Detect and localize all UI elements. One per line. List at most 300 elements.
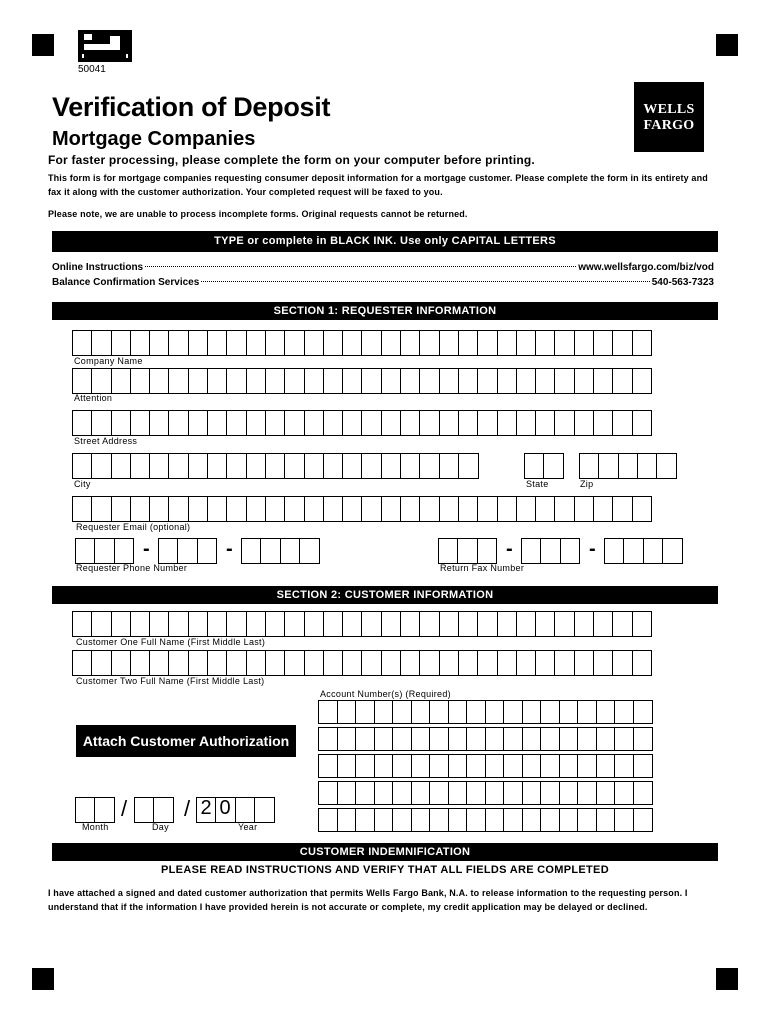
char-box[interactable]	[72, 410, 93, 436]
char-box[interactable]	[598, 453, 619, 479]
char-box[interactable]	[448, 781, 468, 805]
online-instructions-link[interactable]: www.wellsfargo.com/biz/vod	[578, 262, 714, 273]
char-box[interactable]	[522, 700, 542, 724]
char-box[interactable]	[284, 453, 305, 479]
char-box[interactable]	[72, 330, 93, 356]
char-box[interactable]	[632, 650, 653, 676]
char-box[interactable]	[323, 496, 344, 522]
account-number-field-5[interactable]	[318, 808, 651, 834]
char-box[interactable]	[477, 368, 498, 394]
char-box[interactable]	[265, 330, 286, 356]
char-box[interactable]	[153, 797, 174, 823]
char-box[interactable]	[477, 538, 498, 564]
char-box[interactable]	[439, 650, 460, 676]
char-box[interactable]	[656, 453, 677, 479]
requester-phone-prefix[interactable]	[158, 538, 216, 564]
char-box[interactable]	[540, 781, 560, 805]
char-box[interactable]	[323, 410, 344, 436]
char-box[interactable]	[246, 368, 267, 394]
char-box[interactable]	[559, 727, 579, 751]
char-box[interactable]	[419, 453, 440, 479]
char-box[interactable]	[400, 611, 421, 637]
char-box[interactable]	[411, 754, 431, 778]
char-box[interactable]	[662, 538, 683, 564]
char-box[interactable]	[612, 330, 633, 356]
char-box[interactable]	[168, 496, 189, 522]
char-box[interactable]	[284, 496, 305, 522]
char-box[interactable]	[149, 453, 170, 479]
account-number-field-2[interactable]	[318, 727, 651, 753]
char-box[interactable]	[400, 330, 421, 356]
char-box[interactable]	[593, 496, 614, 522]
char-box[interactable]	[130, 368, 151, 394]
char-box[interactable]	[188, 496, 209, 522]
char-box[interactable]	[411, 808, 431, 832]
char-box[interactable]	[614, 808, 634, 832]
char-box[interactable]	[318, 808, 338, 832]
char-box[interactable]	[265, 368, 286, 394]
char-box[interactable]	[458, 453, 479, 479]
char-box[interactable]	[612, 611, 633, 637]
char-box[interactable]	[596, 808, 616, 832]
char-box[interactable]	[458, 496, 479, 522]
char-box[interactable]	[540, 754, 560, 778]
char-box[interactable]	[149, 611, 170, 637]
char-box[interactable]	[226, 410, 247, 436]
char-box[interactable]	[304, 410, 325, 436]
char-box[interactable]	[633, 781, 653, 805]
char-box[interactable]	[168, 410, 189, 436]
char-box[interactable]	[355, 727, 375, 751]
char-box[interactable]	[111, 650, 132, 676]
char-box[interactable]	[111, 453, 132, 479]
char-box[interactable]	[207, 453, 228, 479]
char-box[interactable]	[188, 330, 209, 356]
char-box[interactable]	[439, 410, 460, 436]
char-box[interactable]	[485, 808, 505, 832]
char-box[interactable]	[503, 808, 523, 832]
char-box[interactable]	[574, 650, 595, 676]
char-box[interactable]	[540, 808, 560, 832]
char-box[interactable]	[284, 330, 305, 356]
char-box[interactable]	[612, 410, 633, 436]
char-box[interactable]	[593, 410, 614, 436]
char-box[interactable]	[477, 611, 498, 637]
char-box[interactable]	[226, 496, 247, 522]
char-box[interactable]	[439, 330, 460, 356]
char-box[interactable]	[130, 650, 151, 676]
char-box[interactable]	[246, 330, 267, 356]
char-box[interactable]	[554, 496, 575, 522]
char-box[interactable]	[439, 611, 460, 637]
char-box[interactable]	[466, 781, 486, 805]
char-box[interactable]	[91, 368, 112, 394]
char-box[interactable]	[458, 410, 479, 436]
char-box[interactable]	[284, 368, 305, 394]
char-box[interactable]	[535, 410, 556, 436]
attention-field[interactable]	[72, 368, 651, 394]
char-box[interactable]	[429, 727, 449, 751]
char-box[interactable]	[149, 368, 170, 394]
char-box[interactable]	[400, 453, 421, 479]
char-box[interactable]	[485, 700, 505, 724]
char-box[interactable]	[577, 754, 597, 778]
char-box[interactable]	[91, 650, 112, 676]
return-fax-prefix[interactable]	[521, 538, 579, 564]
char-box[interactable]	[130, 496, 151, 522]
char-box[interactable]	[134, 797, 155, 823]
char-box[interactable]	[429, 754, 449, 778]
char-box[interactable]	[614, 727, 634, 751]
char-box[interactable]	[374, 781, 394, 805]
char-box[interactable]	[438, 538, 459, 564]
char-box[interactable]	[485, 727, 505, 751]
char-box[interactable]	[246, 611, 267, 637]
char-box[interactable]	[623, 538, 644, 564]
char-box[interactable]	[355, 781, 375, 805]
char-box[interactable]	[342, 368, 363, 394]
char-box[interactable]	[448, 727, 468, 751]
char-box[interactable]	[614, 754, 634, 778]
char-box[interactable]	[149, 650, 170, 676]
char-box[interactable]	[596, 700, 616, 724]
char-box[interactable]	[342, 330, 363, 356]
char-box[interactable]	[361, 330, 382, 356]
char-box[interactable]	[72, 496, 93, 522]
char-box[interactable]	[246, 650, 267, 676]
char-box[interactable]	[304, 368, 325, 394]
char-box[interactable]	[168, 330, 189, 356]
char-box[interactable]	[535, 611, 556, 637]
char-box[interactable]	[448, 808, 468, 832]
char-box[interactable]	[521, 538, 542, 564]
char-box[interactable]	[392, 754, 412, 778]
char-box[interactable]	[574, 368, 595, 394]
char-box[interactable]	[188, 368, 209, 394]
char-box[interactable]	[612, 496, 633, 522]
char-box[interactable]	[91, 496, 112, 522]
char-box[interactable]	[72, 368, 93, 394]
char-box[interactable]	[361, 368, 382, 394]
char-box[interactable]	[632, 330, 653, 356]
char-box[interactable]	[400, 650, 421, 676]
char-box[interactable]	[226, 453, 247, 479]
char-box[interactable]	[554, 611, 575, 637]
char-box[interactable]	[342, 410, 363, 436]
char-box[interactable]	[559, 700, 579, 724]
char-box[interactable]	[130, 410, 151, 436]
char-box[interactable]	[554, 368, 575, 394]
char-box[interactable]	[429, 808, 449, 832]
char-box[interactable]	[593, 650, 614, 676]
char-box[interactable]	[158, 538, 179, 564]
char-box[interactable]	[374, 754, 394, 778]
char-box[interactable]	[284, 611, 305, 637]
char-box[interactable]	[149, 496, 170, 522]
char-box[interactable]	[439, 496, 460, 522]
char-box[interactable]	[284, 650, 305, 676]
char-box[interactable]	[188, 650, 209, 676]
char-box[interactable]	[632, 611, 653, 637]
char-box[interactable]	[361, 650, 382, 676]
char-box[interactable]	[503, 754, 523, 778]
return-fax-area-code[interactable]	[438, 538, 496, 564]
char-box[interactable]	[265, 453, 286, 479]
char-box[interactable]	[419, 410, 440, 436]
char-box[interactable]	[419, 496, 440, 522]
char-box[interactable]	[168, 368, 189, 394]
char-box[interactable]	[94, 797, 115, 823]
char-box[interactable]	[342, 611, 363, 637]
char-box[interactable]	[361, 611, 382, 637]
char-box[interactable]	[130, 330, 151, 356]
char-box[interactable]	[280, 538, 301, 564]
char-box[interactable]	[522, 754, 542, 778]
char-box[interactable]	[114, 538, 135, 564]
char-box[interactable]	[497, 611, 518, 637]
char-box[interactable]	[419, 330, 440, 356]
char-box[interactable]	[633, 808, 653, 832]
char-box[interactable]	[381, 650, 402, 676]
char-box[interactable]	[111, 410, 132, 436]
char-box[interactable]	[524, 453, 545, 479]
char-box[interactable]	[188, 453, 209, 479]
zip-field[interactable]	[579, 453, 675, 479]
char-box[interactable]	[497, 496, 518, 522]
char-box[interactable]	[554, 650, 575, 676]
char-box[interactable]	[559, 754, 579, 778]
char-box[interactable]	[207, 611, 228, 637]
char-box[interactable]	[419, 611, 440, 637]
street-address-field[interactable]	[72, 410, 651, 436]
char-box[interactable]	[168, 611, 189, 637]
char-box[interactable]	[323, 611, 344, 637]
char-box[interactable]	[516, 368, 537, 394]
char-box[interactable]	[342, 650, 363, 676]
char-box[interactable]	[392, 808, 412, 832]
char-box[interactable]	[516, 496, 537, 522]
char-box[interactable]	[246, 453, 267, 479]
account-number-field-1[interactable]	[318, 700, 651, 726]
char-box[interactable]	[411, 727, 431, 751]
char-box[interactable]	[355, 808, 375, 832]
char-box[interactable]	[355, 700, 375, 724]
city-field[interactable]	[72, 453, 477, 479]
char-box[interactable]	[149, 410, 170, 436]
char-box[interactable]	[318, 727, 338, 751]
char-box[interactable]	[516, 410, 537, 436]
company-name-field[interactable]	[72, 330, 651, 356]
requester-email-field[interactable]	[72, 496, 651, 522]
char-box[interactable]	[579, 453, 600, 479]
char-box[interactable]	[72, 453, 93, 479]
char-box[interactable]	[400, 368, 421, 394]
char-box[interactable]	[458, 650, 479, 676]
char-box[interactable]	[516, 330, 537, 356]
char-box[interactable]	[323, 650, 344, 676]
char-box[interactable]	[400, 496, 421, 522]
char-box[interactable]	[466, 727, 486, 751]
char-box[interactable]	[72, 611, 93, 637]
char-box[interactable]	[577, 808, 597, 832]
char-box[interactable]	[574, 611, 595, 637]
char-box[interactable]	[130, 611, 151, 637]
char-box[interactable]	[168, 453, 189, 479]
account-number-field-3[interactable]	[318, 754, 651, 780]
char-box[interactable]	[574, 496, 595, 522]
char-box[interactable]	[535, 368, 556, 394]
char-box[interactable]	[477, 330, 498, 356]
char-box[interactable]	[540, 727, 560, 751]
char-box[interactable]	[466, 808, 486, 832]
char-box[interactable]	[429, 781, 449, 805]
char-box[interactable]	[265, 650, 286, 676]
char-box[interactable]	[458, 330, 479, 356]
char-box[interactable]	[632, 496, 653, 522]
char-box[interactable]	[497, 650, 518, 676]
char-box[interactable]	[304, 330, 325, 356]
char-box[interactable]	[458, 368, 479, 394]
char-box[interactable]	[522, 781, 542, 805]
char-box[interactable]	[337, 781, 357, 805]
attach-customer-authorization-button[interactable]: Attach Customer Authorization	[76, 725, 296, 757]
char-box[interactable]	[560, 538, 581, 564]
char-box[interactable]	[618, 453, 639, 479]
char-box[interactable]	[593, 330, 614, 356]
char-box[interactable]	[304, 650, 325, 676]
char-box[interactable]	[318, 700, 338, 724]
char-box[interactable]	[612, 368, 633, 394]
char-box[interactable]	[485, 781, 505, 805]
return-fax-line[interactable]	[604, 538, 681, 564]
char-box[interactable]	[448, 754, 468, 778]
char-box[interactable]	[304, 496, 325, 522]
char-box[interactable]	[439, 368, 460, 394]
char-box[interactable]	[304, 611, 325, 637]
char-box[interactable]	[400, 410, 421, 436]
char-box[interactable]	[466, 700, 486, 724]
char-box[interactable]	[540, 700, 560, 724]
char-box[interactable]	[485, 754, 505, 778]
char-box[interactable]	[633, 727, 653, 751]
customer-one-name-field[interactable]	[72, 611, 651, 637]
char-box[interactable]	[411, 781, 431, 805]
char-box[interactable]	[374, 808, 394, 832]
char-box[interactable]	[637, 453, 658, 479]
char-box[interactable]	[75, 797, 96, 823]
char-box[interactable]	[318, 754, 338, 778]
char-box[interactable]	[633, 700, 653, 724]
char-box[interactable]	[577, 727, 597, 751]
char-box[interactable]	[241, 538, 262, 564]
char-box[interactable]	[392, 700, 412, 724]
char-box[interactable]	[497, 368, 518, 394]
char-box[interactable]	[540, 538, 561, 564]
char-box[interactable]	[381, 410, 402, 436]
char-box[interactable]	[337, 808, 357, 832]
char-box[interactable]	[643, 538, 664, 564]
char-box[interactable]	[226, 611, 247, 637]
char-box[interactable]	[226, 368, 247, 394]
char-box[interactable]	[355, 754, 375, 778]
char-box[interactable]	[130, 453, 151, 479]
char-box[interactable]	[265, 410, 286, 436]
char-box[interactable]	[612, 650, 633, 676]
char-box[interactable]	[323, 368, 344, 394]
char-box[interactable]	[554, 330, 575, 356]
char-box[interactable]	[374, 700, 394, 724]
char-box[interactable]	[254, 797, 275, 823]
char-box[interactable]	[207, 650, 228, 676]
char-box[interactable]	[235, 797, 256, 823]
char-box[interactable]	[72, 650, 93, 676]
char-box[interactable]	[593, 368, 614, 394]
char-box[interactable]	[91, 410, 112, 436]
char-box[interactable]	[457, 538, 478, 564]
char-box[interactable]	[207, 368, 228, 394]
char-box[interactable]	[419, 368, 440, 394]
customer-two-name-field[interactable]	[72, 650, 651, 676]
char-box[interactable]	[503, 781, 523, 805]
char-box[interactable]	[168, 650, 189, 676]
char-box[interactable]	[497, 410, 518, 436]
char-box[interactable]	[574, 330, 595, 356]
char-box[interactable]	[381, 611, 402, 637]
char-box[interactable]	[246, 410, 267, 436]
char-box[interactable]	[632, 368, 653, 394]
char-box[interactable]	[260, 538, 281, 564]
char-box[interactable]	[477, 410, 498, 436]
char-box[interactable]	[535, 330, 556, 356]
char-box[interactable]	[392, 727, 412, 751]
char-box[interactable]	[226, 330, 247, 356]
char-box[interactable]	[614, 781, 634, 805]
char-box[interactable]	[91, 330, 112, 356]
char-box[interactable]	[466, 754, 486, 778]
char-box[interactable]	[439, 453, 460, 479]
char-box[interactable]	[111, 368, 132, 394]
char-box[interactable]	[381, 330, 402, 356]
char-box[interactable]	[614, 700, 634, 724]
char-box[interactable]	[94, 538, 115, 564]
char-box[interactable]	[633, 754, 653, 778]
char-box[interactable]	[337, 727, 357, 751]
char-box[interactable]	[543, 453, 564, 479]
char-box[interactable]	[448, 700, 468, 724]
char-box[interactable]	[207, 496, 228, 522]
char-box[interactable]	[497, 330, 518, 356]
requester-phone-line[interactable]	[241, 538, 318, 564]
char-box[interactable]	[392, 781, 412, 805]
char-box[interactable]	[554, 410, 575, 436]
char-box[interactable]	[503, 727, 523, 751]
char-box[interactable]	[577, 781, 597, 805]
char-box[interactable]	[265, 496, 286, 522]
char-box[interactable]	[149, 330, 170, 356]
char-box[interactable]	[246, 496, 267, 522]
char-box[interactable]	[604, 538, 625, 564]
char-box[interactable]	[596, 781, 616, 805]
char-box[interactable]	[226, 650, 247, 676]
char-box[interactable]	[91, 453, 112, 479]
char-box[interactable]	[361, 496, 382, 522]
char-box[interactable]	[429, 700, 449, 724]
char-box[interactable]	[284, 410, 305, 436]
char-box[interactable]	[516, 650, 537, 676]
char-box[interactable]	[111, 330, 132, 356]
char-box[interactable]	[207, 410, 228, 436]
char-box[interactable]	[381, 453, 402, 479]
